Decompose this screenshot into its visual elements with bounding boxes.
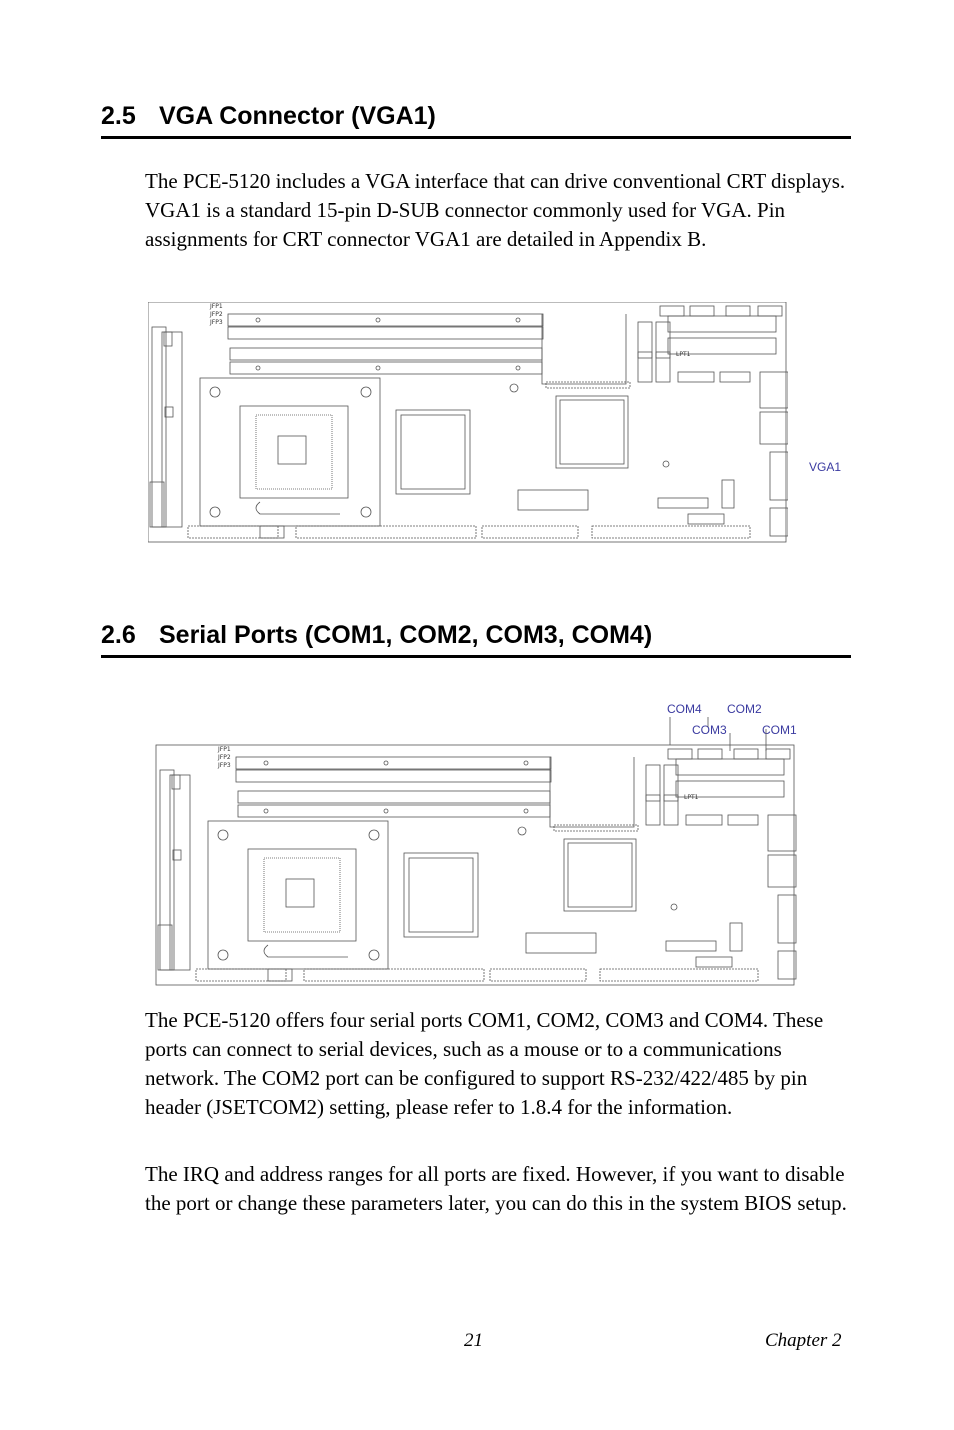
vga-paragraph: The PCE-5120 includes a VGA interface that can drive conventional CRT displays. VGA1 is a standard 15-pin D-SUB connector commonly used for VGA. Pin assignments for CRT connector VGA1 are detailed in Appendix B. xyxy=(145,169,846,251)
section-heading-2-5 xyxy=(101,101,851,139)
board-label-jfp1: JFP1 xyxy=(218,746,231,753)
serial-paragraph-1: The PCE-5120 offers four serial ports COM1, COM2, COM3 and COM4. These ports can connect to serial devices, such as a mouse or to a communications network. The COM2 port can be configured to support RS-232/422/485 by pin header (JSETCOM2) setting, please refer to 1.8.4 for the information. xyxy=(145,1008,824,1119)
section-heading-2-6 xyxy=(101,620,851,658)
page-number: 21 xyxy=(464,1330,483,1351)
callout-com1: COM1 xyxy=(762,723,797,737)
board-label-jfp3: JFP3 xyxy=(210,319,223,326)
callout-com4: COM4 xyxy=(667,702,702,716)
board-label-jfp2: JFP2 xyxy=(218,754,231,761)
serial-paragraph-2: The IRQ and address ranges for all ports are fixed. However, if you want to disable the port or change these parameters later, you can do this in the system BIOS setup. xyxy=(145,1162,847,1215)
board-diagram-com xyxy=(154,717,800,987)
board-label-jfp2: JFP2 xyxy=(210,311,223,318)
section-title: Serial Ports (COM1, COM2, COM3, COM4) xyxy=(159,621,653,649)
callout-com2: COM2 xyxy=(727,702,762,716)
board-label-jfp1: JFP1 xyxy=(210,303,223,310)
board-diagram-vga xyxy=(148,302,788,544)
board-label-lpt1: LPT1 xyxy=(676,351,691,358)
section-number: 2.6 xyxy=(101,621,136,649)
section-title: VGA Connector (VGA1) xyxy=(159,102,436,130)
callout-vga1: VGA1 xyxy=(809,460,842,474)
board-label-lpt1: LPT1 xyxy=(684,794,699,801)
board-label-jfp3: JFP3 xyxy=(218,762,231,769)
callout-com3: COM3 xyxy=(692,723,727,737)
chapter-label: Chapter 2 xyxy=(765,1330,842,1351)
section-number: 2.5 xyxy=(101,102,136,130)
